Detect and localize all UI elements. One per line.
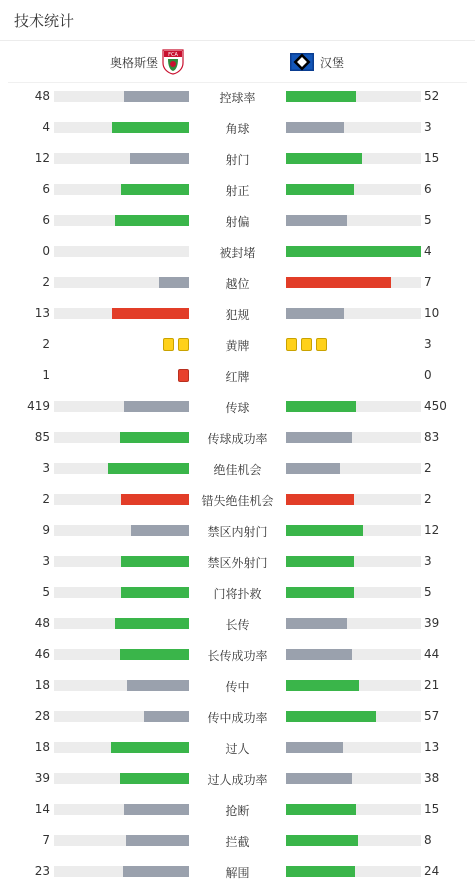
- away-bar: [286, 91, 356, 102]
- away-bar: [286, 587, 354, 598]
- home-bar-track: [54, 246, 189, 257]
- home-bar-track: [54, 556, 189, 567]
- stat-label: 错失绝佳机会: [201, 494, 274, 508]
- away-value: 10: [424, 306, 440, 320]
- stat-row: [0, 577, 475, 608]
- stat-row: [0, 794, 475, 825]
- home-bar-track: [54, 91, 189, 102]
- yellow-card-icon: [316, 338, 327, 351]
- stat-label: 长传成功率: [207, 649, 268, 663]
- stat-label: 传中成功率: [207, 711, 268, 725]
- away-value: 3: [424, 120, 432, 134]
- away-value: 8: [424, 833, 432, 847]
- home-team[interactable]: [110, 49, 184, 75]
- away-value: 3: [424, 554, 432, 568]
- stat-row: [0, 112, 475, 143]
- home-bar-track: [54, 463, 189, 474]
- stat-label: 绝佳机会: [213, 463, 262, 477]
- stat-label: 过人成功率: [207, 773, 268, 787]
- away-value: 450: [424, 399, 447, 413]
- home-bar: [127, 680, 189, 691]
- away-value: 6: [424, 182, 432, 196]
- stat-row: [0, 763, 475, 794]
- away-value: 24: [424, 864, 440, 878]
- away-bar-track: [286, 215, 421, 226]
- away-value: 83: [424, 430, 440, 444]
- home-value: 1: [42, 368, 50, 382]
- home-value: 3: [42, 461, 50, 475]
- home-value: 18: [34, 678, 50, 692]
- away-bar-track: [286, 804, 421, 815]
- stat-row: [0, 701, 475, 732]
- away-value: 5: [424, 213, 432, 227]
- team-header: [8, 41, 467, 83]
- home-bar: [121, 587, 189, 598]
- home-value: 5: [42, 585, 50, 599]
- away-value: 12: [424, 523, 440, 537]
- away-bar: [286, 866, 355, 877]
- away-value: 3: [424, 337, 432, 351]
- home-value: 2: [42, 337, 50, 351]
- stat-label: 过人: [225, 742, 250, 756]
- stat-label: 红牌: [225, 370, 250, 384]
- home-value: 419: [27, 399, 50, 413]
- home-value: 28: [34, 709, 50, 723]
- stat-label: 黄牌: [225, 339, 250, 353]
- stat-label: 射偏: [225, 215, 250, 229]
- home-bar: [120, 432, 189, 443]
- away-team-name: 汉堡: [320, 55, 345, 70]
- stat-label: 禁区内射门: [207, 525, 268, 539]
- home-bar: [112, 122, 189, 133]
- home-bar: [124, 401, 189, 412]
- home-value: 7: [42, 833, 50, 847]
- stat-label: 抢断: [225, 804, 250, 818]
- home-bar: [111, 742, 189, 753]
- home-bar-track: [54, 525, 189, 536]
- home-value: 6: [42, 182, 50, 196]
- away-bar-track: [286, 711, 421, 722]
- stat-row: [0, 360, 475, 391]
- home-value: 2: [42, 492, 50, 506]
- home-value: 48: [34, 89, 50, 103]
- title-bar: [0, 0, 475, 41]
- yellow-card-icon: [301, 338, 312, 351]
- home-bar-track: [54, 277, 189, 288]
- home-bar-track: [54, 618, 189, 629]
- away-bar: [286, 463, 340, 474]
- stat-row: [0, 267, 475, 298]
- stat-row: [0, 732, 475, 763]
- away-bar-track: [286, 91, 421, 102]
- yellow-card-icon: [178, 338, 189, 351]
- away-bar-track: [286, 525, 421, 536]
- stat-row: [0, 422, 475, 453]
- home-bar: [112, 308, 189, 319]
- home-bar: [123, 866, 189, 877]
- home-bar-track: [54, 649, 189, 660]
- away-bar-track: [286, 773, 421, 784]
- stat-row: [0, 484, 475, 515]
- home-bar-track: [54, 866, 189, 877]
- away-bar-track: [286, 401, 421, 412]
- stat-row: [0, 391, 475, 422]
- away-bar-track: [286, 494, 421, 505]
- home-bar-track: [54, 680, 189, 691]
- stat-row: [0, 81, 475, 112]
- home-bar: [120, 773, 189, 784]
- away-bar: [286, 835, 358, 846]
- home-value: 12: [34, 151, 50, 165]
- stat-label: 拦截: [225, 835, 250, 849]
- away-bar-track: [286, 680, 421, 691]
- away-value: 57: [424, 709, 440, 723]
- away-value: 44: [424, 647, 440, 661]
- stat-label: 射门: [225, 153, 250, 167]
- home-bar-track: [54, 122, 189, 133]
- stat-label: 解围: [225, 866, 250, 880]
- away-value: 4: [424, 244, 432, 258]
- home-value: 85: [34, 430, 50, 444]
- home-bar: [124, 804, 189, 815]
- home-bar: [159, 277, 189, 288]
- yellow-card-icon: [163, 338, 174, 351]
- home-bar: [115, 215, 189, 226]
- stat-row: [0, 515, 475, 546]
- stat-row: [0, 329, 475, 360]
- stat-label: 长传: [225, 618, 250, 632]
- home-bar-track: [54, 773, 189, 784]
- home-bar-track: [54, 184, 189, 195]
- away-bar: [286, 649, 352, 660]
- home-value: 23: [34, 864, 50, 878]
- away-bar-track: [286, 277, 421, 288]
- away-value: 7: [424, 275, 432, 289]
- stat-row: [0, 205, 475, 236]
- home-bar-track: [54, 401, 189, 412]
- stat-label: 禁区外射门: [207, 556, 268, 570]
- home-value: 4: [42, 120, 50, 134]
- stat-row: [0, 298, 475, 329]
- away-bar-track: [286, 308, 421, 319]
- stat-label: 门将扑救: [213, 587, 262, 601]
- away-bar: [286, 122, 344, 133]
- stat-label: 角球: [225, 122, 250, 136]
- away-bar: [286, 215, 347, 226]
- stat-row: [0, 670, 475, 701]
- stat-label: 传球成功率: [207, 432, 268, 446]
- home-value: 3: [42, 554, 50, 568]
- stat-row: [0, 546, 475, 577]
- home-bar-track: [54, 432, 189, 443]
- away-value: 5: [424, 585, 432, 599]
- away-bar-track: [286, 463, 421, 474]
- home-bar: [120, 649, 189, 660]
- away-value: 15: [424, 151, 440, 165]
- home-value: 9: [42, 523, 50, 537]
- home-bar-track: [54, 804, 189, 815]
- away-bar-track: [286, 587, 421, 598]
- home-cards: [178, 369, 189, 382]
- away-bar: [286, 618, 347, 629]
- home-bar: [130, 153, 189, 164]
- away-team[interactable]: [290, 49, 344, 75]
- away-value: 0: [424, 368, 432, 382]
- stat-label: 控球率: [219, 91, 256, 105]
- away-bar: [286, 184, 354, 195]
- stat-row: [0, 825, 475, 856]
- home-value: 14: [34, 802, 50, 816]
- home-bar-track: [54, 742, 189, 753]
- home-bar: [108, 463, 189, 474]
- away-bar-track: [286, 246, 421, 257]
- away-value: 21: [424, 678, 440, 692]
- home-bar: [121, 556, 189, 567]
- home-bar-track: [54, 215, 189, 226]
- away-bar: [286, 432, 352, 443]
- home-bar: [131, 525, 189, 536]
- red-card-icon: [178, 369, 189, 382]
- home-value: 13: [34, 306, 50, 320]
- away-bar-track: [286, 835, 421, 846]
- away-bar: [286, 277, 391, 288]
- home-value: 18: [34, 740, 50, 754]
- away-bar-track: [286, 866, 421, 877]
- away-value: 15: [424, 802, 440, 816]
- home-bar: [121, 494, 189, 505]
- away-bar: [286, 711, 376, 722]
- away-bar: [286, 804, 356, 815]
- home-bar-track: [54, 587, 189, 598]
- away-bar: [286, 401, 356, 412]
- augsburg-logo-icon: [162, 49, 184, 75]
- home-bar: [144, 711, 189, 722]
- stat-label: 传中: [225, 680, 250, 694]
- away-bar-track: [286, 618, 421, 629]
- away-value: 2: [424, 492, 432, 506]
- away-value: 39: [424, 616, 440, 630]
- stat-row: [0, 639, 475, 670]
- stats-list: [0, 81, 475, 887]
- away-bar-track: [286, 742, 421, 753]
- stat-label: 犯规: [225, 308, 250, 322]
- stat-label: 传球: [225, 401, 250, 415]
- stat-row: [0, 143, 475, 174]
- stat-row: [0, 856, 475, 887]
- yellow-card-icon: [286, 338, 297, 351]
- away-bar: [286, 680, 359, 691]
- home-value: 6: [42, 213, 50, 227]
- away-bar-track: [286, 184, 421, 195]
- home-value: 46: [34, 647, 50, 661]
- away-bar: [286, 525, 363, 536]
- home-value: 0: [42, 244, 50, 258]
- away-bar: [286, 494, 354, 505]
- home-value: 48: [34, 616, 50, 630]
- home-bar: [115, 618, 189, 629]
- hamburg-logo-icon: [290, 53, 314, 71]
- home-bar-track: [54, 711, 189, 722]
- stat-label: 越位: [225, 277, 250, 291]
- home-bar: [126, 835, 189, 846]
- home-bar-track: [54, 153, 189, 164]
- away-bar: [286, 246, 421, 257]
- away-bar-track: [286, 153, 421, 164]
- stat-row: [0, 453, 475, 484]
- away-value: 38: [424, 771, 440, 785]
- away-bar-track: [286, 556, 421, 567]
- home-value: 2: [42, 275, 50, 289]
- away-bar: [286, 742, 343, 753]
- home-bar: [121, 184, 189, 195]
- home-bar-track: [54, 494, 189, 505]
- away-bar-track: [286, 122, 421, 133]
- home-bar-track: [54, 835, 189, 846]
- away-bar: [286, 153, 362, 164]
- page-title: 技术统计: [14, 11, 75, 30]
- stat-row: [0, 236, 475, 267]
- svg-text:FCA: FCA: [168, 52, 178, 58]
- stat-label: 被封堵: [219, 246, 256, 260]
- home-team-name: 奥格斯堡: [109, 55, 158, 70]
- stat-row: [0, 174, 475, 205]
- away-bar: [286, 556, 354, 567]
- home-bar: [124, 91, 189, 102]
- home-value: 39: [34, 771, 50, 785]
- stat-label: 射正: [225, 184, 250, 198]
- home-bar-track: [54, 308, 189, 319]
- away-value: 13: [424, 740, 440, 754]
- away-cards: [286, 338, 327, 351]
- away-bar: [286, 773, 352, 784]
- stat-row: [0, 608, 475, 639]
- home-cards: [163, 338, 189, 351]
- away-bar-track: [286, 432, 421, 443]
- away-value: 52: [424, 89, 440, 103]
- away-value: 2: [424, 461, 432, 475]
- away-bar-track: [286, 649, 421, 660]
- away-bar: [286, 308, 344, 319]
